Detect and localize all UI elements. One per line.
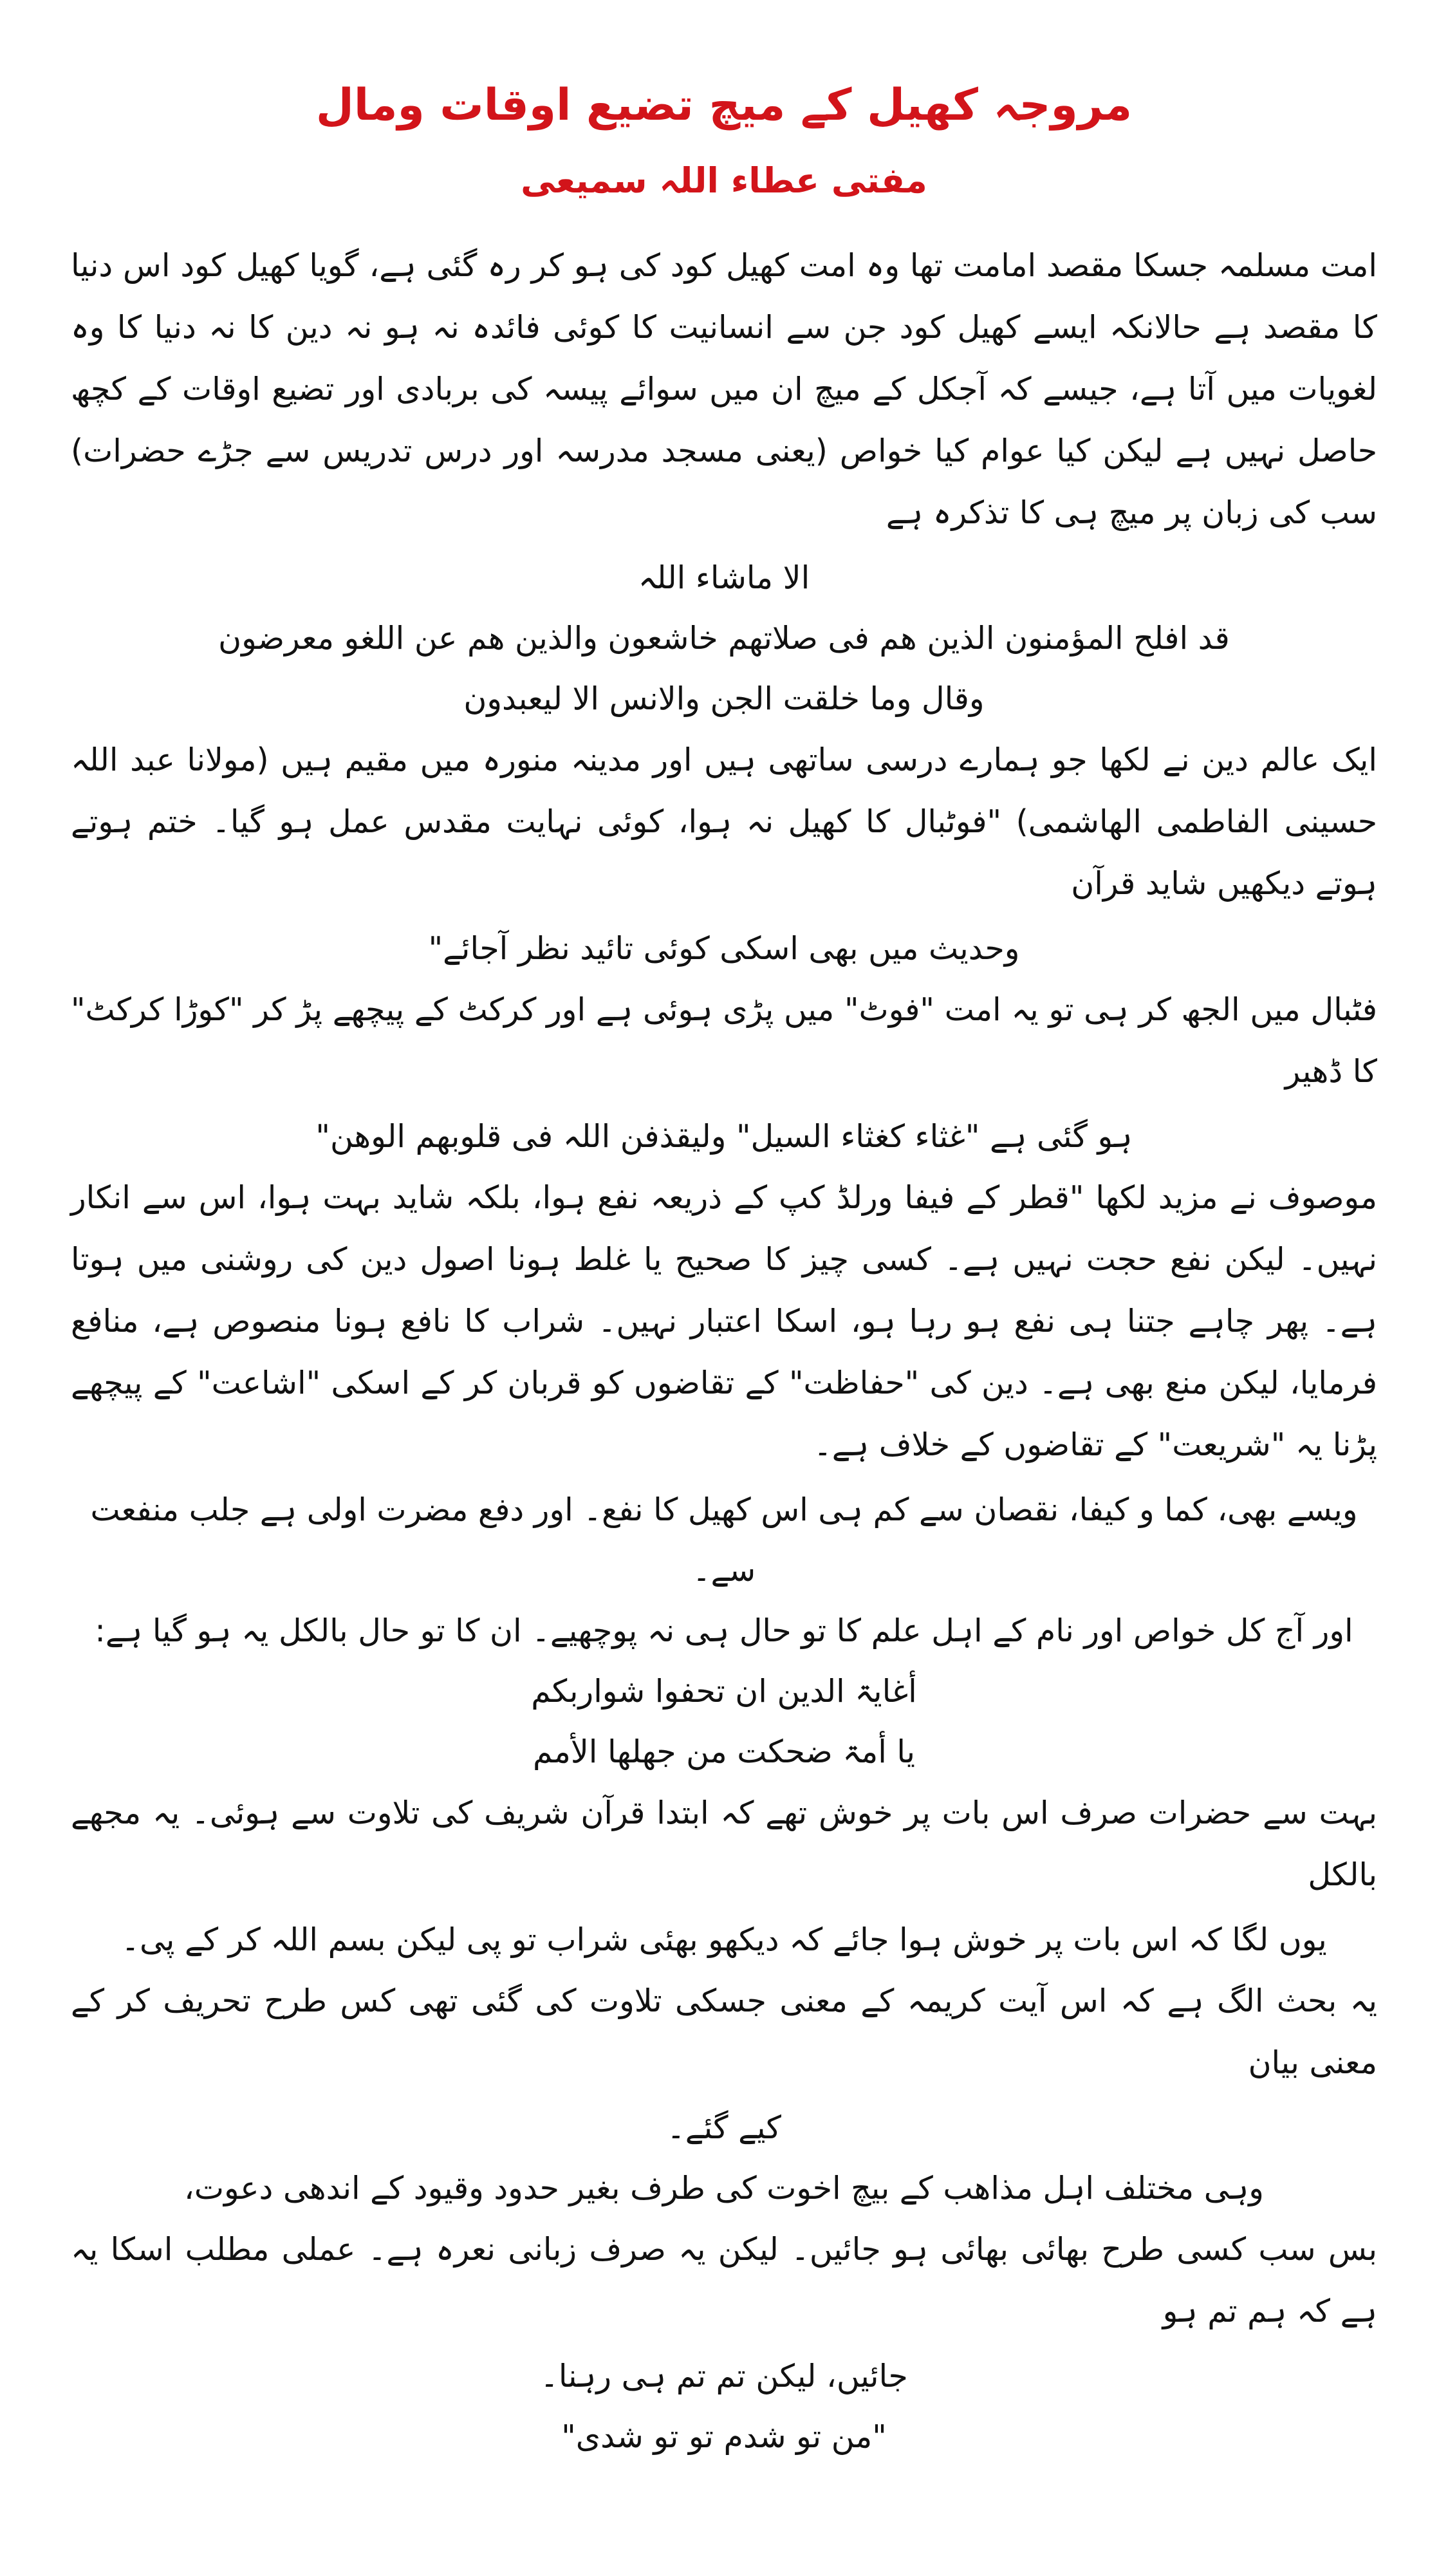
centered-line: اور آج کل خواص اور نام کے اہل علم کا تو حال ہی نہ پوچھیے۔ ان کا تو حال بالکل یہ ہو گیا ہے: <box>95 1612 1353 1649</box>
article-title: مروجہ کھیل کے میچ تضیع اوقات ومال <box>315 80 1133 131</box>
article-author: مفتی عطاء اللہ سمیعی <box>521 160 927 201</box>
paragraph: امت مسلمہ جسکا مقصد امامت تھا وہ امت کھیل کود کی ہو کر رہ گئی ہے، گویا کھیل کود اس دنیا کا مقصد ہے حالانکہ ایسے کھیل کود جن سے انسانیت کا کوئی فائدہ نہ ہو نہ دین کا نہ دنیا کا وہ لغویات میں آتا ہے، جیسے کہ آجکل کے میچ ان میں سوائے پیسہ کی بربادی اور تضیع اوقات کے کچھ حاصل نہیں ہے لیکن کیا عوام کیا خواص (یعنی مسجد مدرسہ اور درس تدریس سے جڑے حضرات) سب کی زبان پر میچ ہی کا تذکرہ ہے <box>71 247 1377 531</box>
paragraph: بس سب کسی طرح بھائی بھائی ہو جائیں۔ لیکن یہ صرف زبانی نعرہ ہے۔ عملی مطلب اسکا یہ ہے کہ ہم تم ہو <box>71 2230 1377 2329</box>
centered-line: وحدیث میں بھی اسکی کوئی تائید نظر آجائے" <box>428 929 1020 967</box>
paragraph: موصوف نے مزید لکھا "قطر کے فیفا ورلڈ کپ کے ذریعہ نفع ہوا، بلکہ شاید بہت ہوا، اس سے انکار نہیں۔ لیکن نفع حجت نہیں ہے۔ کسی چیز کا صحیح یا غلط ہونا اصول دین کی روشنی میں ہوتا ہے۔ پھر چاہے جتنا ہی نفع ہو رہا ہو، اسکا اعتبار نہیں۔ شراب کا نافع ہونا منصوص ہے، منافع فرمایا، لیکن منع بھی ہے۔ دین کی "حفاظت" کے تقاضوں کو قربان کر کے اسکی "اشاعت" کے پیچھے پڑنا یہ "شریعت" کے تقاضوں کے خلاف ہے۔ <box>71 1179 1377 1463</box>
paragraph: یہ بحث الگ ہے کہ اس آیت کریمہ کے معنی جسکی تلاوت کی گئی تھی کس طرح تحریف کر کے معنی بیان <box>71 1982 1377 2081</box>
closing-quote: "من تو شدم تو تو شدی" <box>561 2418 887 2455</box>
poetry-line: یا أمۃ ضحکت من جھلھا الأمم <box>532 1733 915 1770</box>
centered-line: کیے گئے۔ <box>667 2109 781 2146</box>
centered-line: ویسے بھی، کما و کیفا، نقصان سے کم ہی اس کھیل کا نفع۔ اور دفع مضرت اولی ہے جلب منفعت سے۔ <box>90 1491 1358 1589</box>
paragraph: ایک عالم دین نے لکھا جو ہمارے درسی ساتھی ہیں اور مدینہ منورہ میں مقیم ہیں (مولانا عبد اللہ حسینی الفاطمی الھاشمی) "فوٹبال کا کھیل نہ ہوا، کوئی نہایت مقدس عمل ہو گیا۔ ختم ہوتے ہوتے دیکھیں شاید قرآن <box>71 741 1377 902</box>
centered-line: یوں لگا کہ اس بات پر خوش ہوا جائے کہ دیکھو بھئی شراب تو پی لیکن بسم اللہ کر کے پی۔ <box>121 1921 1327 1958</box>
poetry-line: أغایۃ الدین ان تحفوا شواربکم <box>531 1672 917 1710</box>
centered-line: ہو گئی ہے "غثاء کغثاء السیل" ولیقذفن اللہ فی قلوبھم الوھن" <box>315 1117 1133 1155</box>
quran-verse-line: قد افلح المؤمنون الذین ھم فی صلاتھم خاشعون والذین ھم عن اللغو معرضون <box>218 619 1230 657</box>
quran-verse-line: وقال وما خلقت الجن والانس الا لیعبدون <box>463 680 985 717</box>
centered-line: الا ماشاء اللہ <box>638 559 810 596</box>
centered-line: وہی مختلف اہل مذاھب کے بیچ اخوت کی طرف بغیر حدود وقیود کے اندھی دعوت، <box>184 2169 1264 2207</box>
paragraph: بہت سے حضرات صرف اس بات پر خوش تھے کہ ابتدا قرآن شریف کی تلاوت سے ہوئی۔ یہ مجھے بالکل <box>71 1794 1377 1893</box>
paragraph: فٹبال میں الجھ کر ہی تو یہ امت "فوٹ" میں پڑی ہوئی ہے اور کرکٹ کے پیچھے پڑ کر "کوڑا کرکٹ" کا ڈھیر <box>71 991 1377 1090</box>
centered-line: جائیں، لیکن تم تم ہی رہنا۔ <box>540 2357 908 2394</box>
